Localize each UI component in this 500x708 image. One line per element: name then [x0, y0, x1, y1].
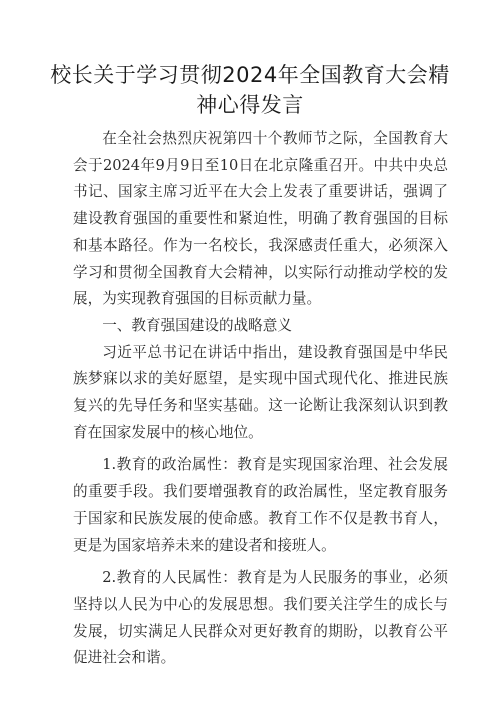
document-body: [73, 126, 448, 672]
document-title: 校长关于学习贯彻2024年全国教育大会精神心得发言: [50, 63, 450, 117]
section-paragraph: 习近平总书记在讲话中指出，建设教育强国是中华民族梦寐以求的美好愿望，是实现中国式现代化、推进民族复兴的先导任务和坚实基础。这一论断让我深刻认识到教育在国家发展中的核心地位。: [73, 343, 448, 441]
intro-paragraph: 在全社会热烈庆祝第四十个教师节之际，全国教育大会于2024年9月9日至10日在北京隆重召开。中共中央总书记、国家主席习近平在大会上发表了重要讲话，强调了建设教育强国的重要性和紧迫性，明确了教育强国的目标和基本路径。作为一名校长，我深感责任重大，必须深入学习和贯彻全国教育大会精神，以实际行动推动学校的发展，为实现教育强国的目标贡献力量。: [73, 130, 448, 308]
point-1-paragraph: 1.教育的政治属性：教育是实现国家治理、社会发展的重要手段。我们要增强教育的政治属性，坚定教育服务于国家和民族发展的使命感。教育工作不仅是教书育人，更是为国家培养未来的建设者和接班人。: [73, 456, 448, 554]
point-2-paragraph: 2.教育的人民属性：教育是为人民服务的事业，必须坚持以人民为中心的发展思想。我们要关注学生的成长与发展，切实满足人民群众对更好教育的期盼，以教育公平促进社会和谐。: [73, 569, 448, 667]
section-heading: 一、教育强国建设的战略意义: [102, 316, 292, 334]
